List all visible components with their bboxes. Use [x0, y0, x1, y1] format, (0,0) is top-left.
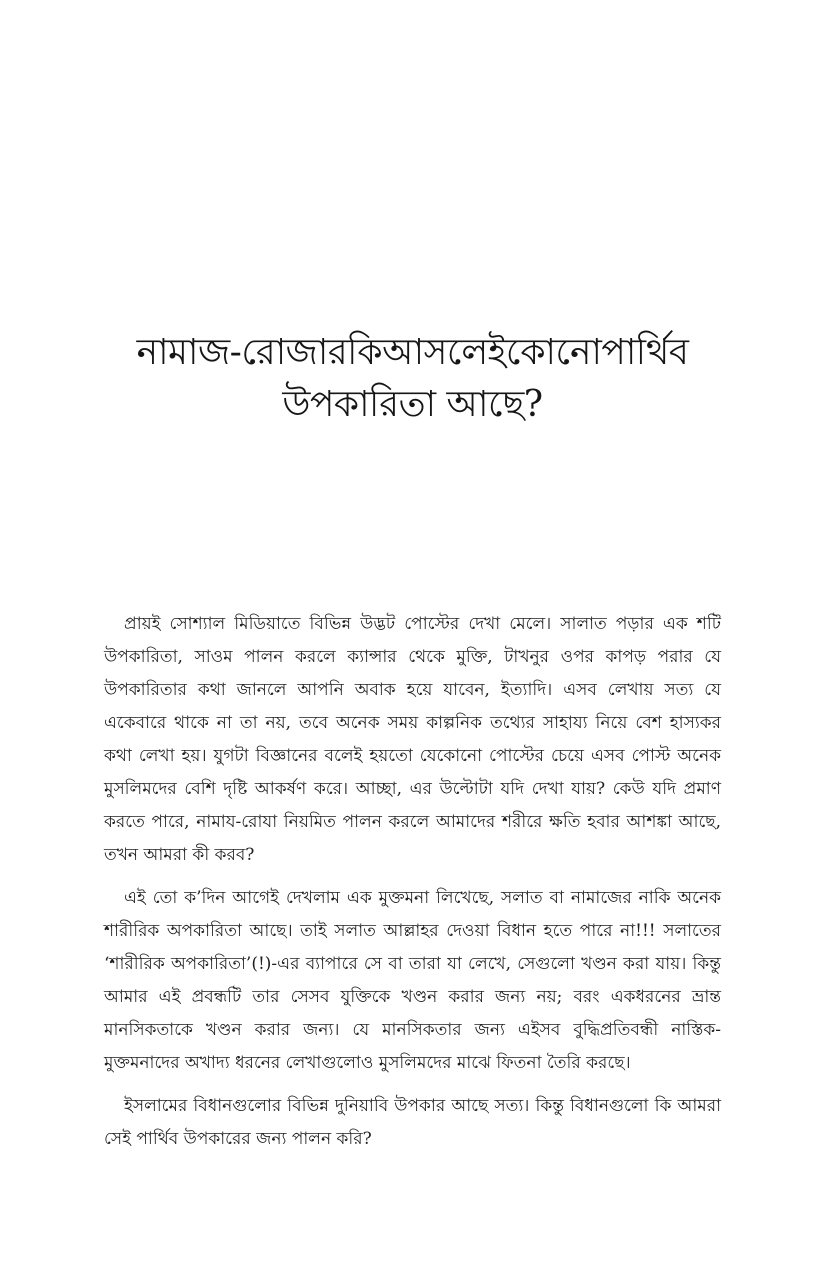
paragraph-2: এই তো ক’দিন আগেই দেখলাম এক মুক্তমনা লিখেছে, সলাত বা নামাজের নাকি অনেক শারীরিক অপকারিতা আছে। তাই সলাত আল্লাহর দেওয়া বিধান হতে পারে না!!! সলাতের ‘শারীরিক অপকারিতা’(!)-এর ব্যাপারে সে বা তারা যা লেখে, সেগুলো খণ্ডন করা যায়। কিন্তু আমার এই প্রবন্ধটি তার সেসব যুক্তিকে খণ্ডন করার জন্য নয়; বরং একধরনের ভ্রান্ত মানসিকতাকে খণ্ডন করার জন্য। যে মানসিকতার জন্য এইসব বুদ্ধিপ্রতিবন্ধী নাস্তিক-মুক্তমনাদের অখাদ্য ধরনের লেখাগুলোও মুসলিমদের মাঝে ফিতনা তৈরি করছে।	[104, 888, 721, 1073]
chapter-title	[95, 327, 730, 431]
chapter-body	[104, 608, 721, 1166]
paragraph-1: প্রায়ই সোশ্যাল মিডিয়াতে বিভিন্ন উদ্ভট পোস্টের দেখা মেলে। সালাত পড়ার এক শটি উপকারিতা, সাওম পালন করলে ক্যান্সার থেকে মুক্তি, টাখনুর ওপর কাপড় পরার যে উপকারিতার কথা জানলে আপনি অবাক হয়ে যাবেন, ইত্যাদি। এসব লেখায় সত্য যে একেবারে থাকে না তা নয়, তবে অনেক সময় কাল্পনিক তথ্যের সাহায্য নিয়ে বেশ হাস্যকর কথা লেখা হয়। যুগটা বিজ্ঞানের বলেই হয়তো যেকোনো পোস্টের চেয়ে এসব পোস্ট অনেক মুসলিমদের বেশি দৃষ্টি আকর্ষণ করে। আচ্ছা, এর উল্টোটা যদি দেখা যায়? কেউ যদি প্রমাণ করতে পারে, নামায-রোযা নিয়মিত পালন করলে আমাদের শরীরে ক্ষতি হবার আশঙ্কা আছে, তখন আমরা কী করব?	[104, 614, 721, 865]
paragraph-3: ইসলামের বিধানগুলোর বিভিন্ন দুনিয়াবি উপকার আছে সত্য। কিন্তু বিধানগুলো কি আমরা সেই পার্থিব উপকারের জন্য পালন করি?	[104, 1096, 721, 1149]
chapter-title-line-2: উপকারিতা আছে?	[282, 384, 543, 425]
chapter-title-line-1: নামাজ-রোজারকিআসলেইকোনোপার্থিব	[136, 332, 689, 373]
